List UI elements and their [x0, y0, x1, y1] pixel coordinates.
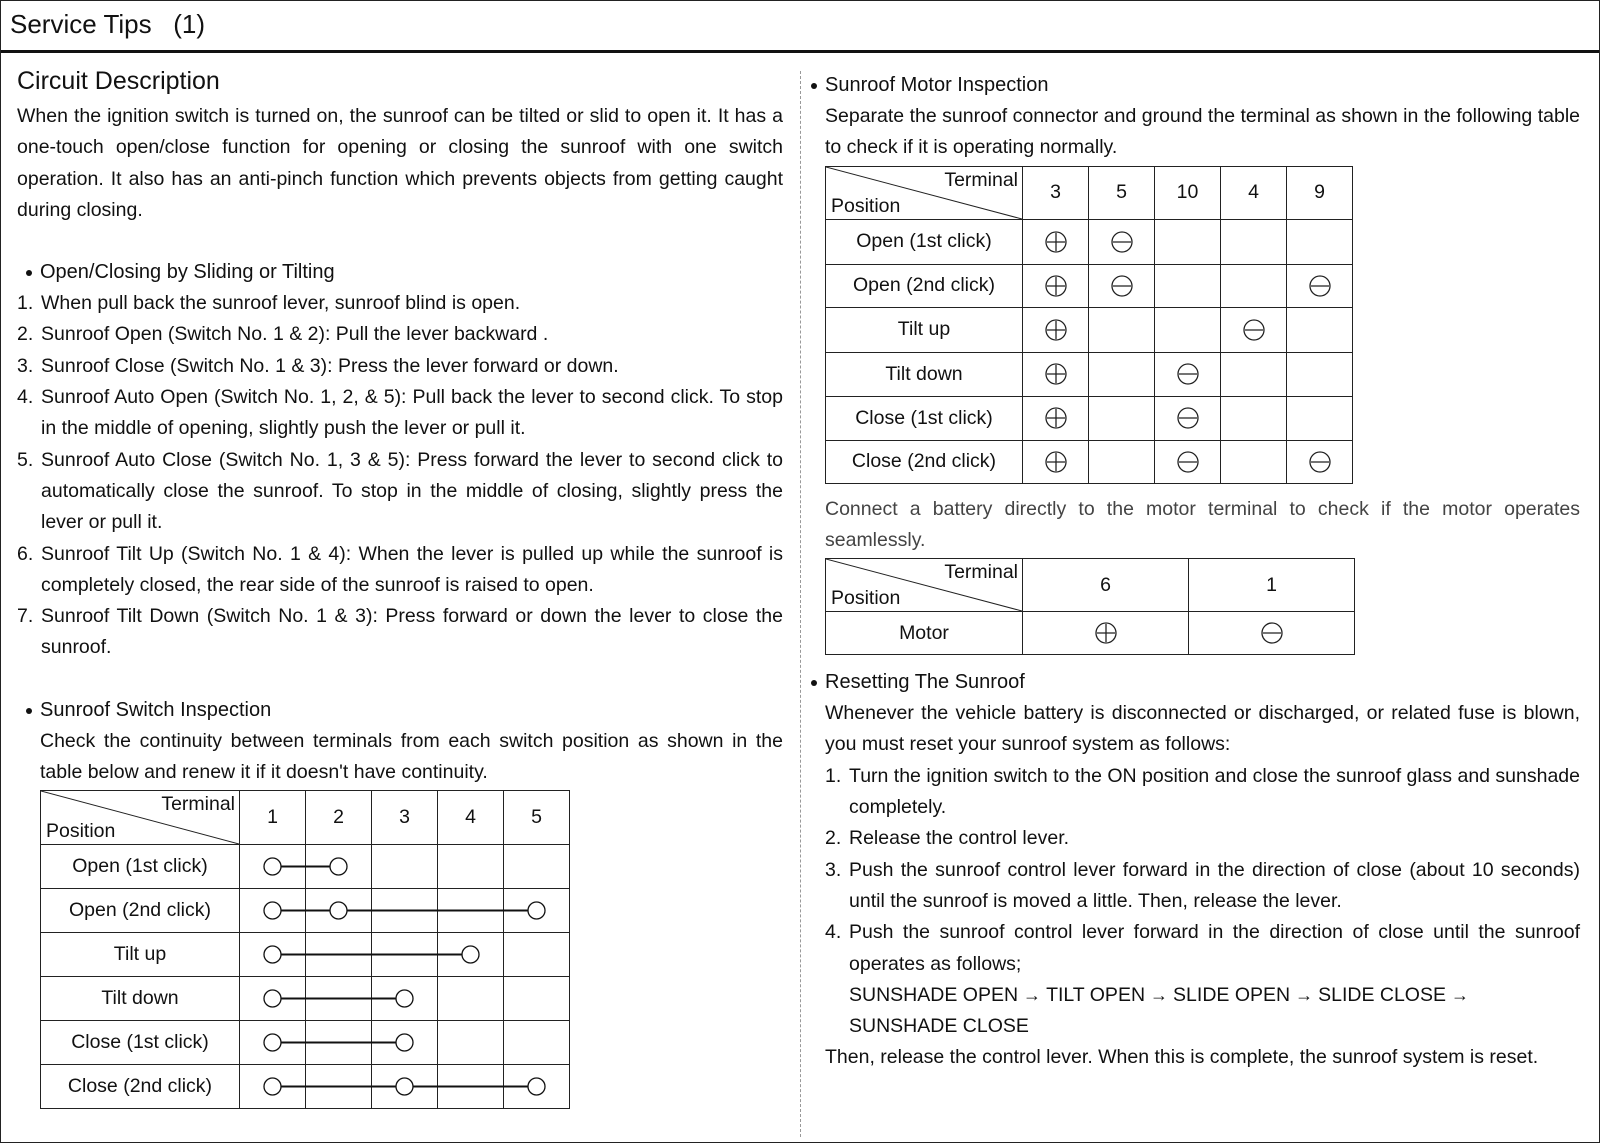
terminal-header: 2: [306, 791, 372, 845]
symbol-cell: [1155, 264, 1221, 307]
symbol-cell: [1089, 307, 1155, 352]
list-item: [825, 855, 1580, 918]
sequence-step: SUNSHADE OPEN: [849, 983, 1019, 1006]
position-cell: Close (2nd click): [41, 1065, 240, 1109]
switch-inspection-title: Sunroof Switch Inspection: [40, 698, 272, 721]
step-text: Sunroof Tilt Down (Switch No. 1 & 3): Press forward or down the lever to close the sunroof.: [41, 605, 783, 659]
step-number: 3.: [17, 354, 34, 377]
page-title: Service Tips (1): [10, 9, 206, 39]
table-row: [826, 352, 1353, 396]
symbol-cell: [1221, 307, 1287, 352]
list-item: [17, 288, 783, 319]
list-item: [825, 823, 1580, 854]
continuity-diagram: [240, 933, 569, 976]
table-header-row: [826, 559, 1355, 612]
sequence-step: SLIDE CLOSE: [1318, 983, 1446, 1006]
step-text: Sunroof Tilt Up (Switch No. 1 & 4): When the lever is pulled up while the sunroof is completely closed, the rear side of the sunroof is raised to open.: [41, 542, 783, 596]
minus-circle-icon: [1176, 406, 1200, 430]
position-cell: Tilt up: [826, 307, 1023, 352]
motor-inspection-text: Separate the sunroof connector and ground the terminal as shown in the following table to check if it is operating normally.: [825, 105, 1580, 159]
step-number: 4.: [17, 386, 34, 409]
continuity-cell: [240, 977, 570, 1021]
motor-inspection-title: Sunroof Motor Inspection: [825, 74, 1049, 96]
reset-text: Whenever the vehicle battery is disconnected or discharged, or related fuse is blown, you must reset your sunroof system as follows:: [825, 702, 1580, 756]
reset-title: Resetting The Sunroof: [825, 671, 1025, 694]
symbol-cell: [1287, 396, 1353, 440]
terminal-node: [396, 1034, 413, 1051]
position-cell: Close (2nd click): [826, 440, 1023, 483]
arrow-right-icon: →: [1145, 984, 1174, 1005]
list-item: [17, 351, 783, 382]
position-label: Position: [831, 194, 901, 217]
symbol-cell: [1155, 440, 1221, 483]
symbol-cell: [1155, 396, 1221, 440]
terminal-header: 9: [1287, 166, 1353, 219]
step-text: Push the sunroof control lever forward in the direction of close (about 10 seconds) until the sunroof is moved a little. Then, release the lever.: [849, 858, 1580, 912]
table-row: [826, 307, 1353, 352]
symbol-cell: [1089, 352, 1155, 396]
minus-circle-icon: [1308, 450, 1332, 474]
step-text: Sunroof Auto Open (Switch No. 1, 2, & 5): Pull back the lever to second click. To stop in the middle of opening, slightly push the lever or pull it.: [41, 386, 783, 440]
step-number: 5.: [17, 448, 34, 471]
terminal-label: Terminal: [944, 561, 1018, 584]
symbol-cell: [1221, 264, 1287, 307]
circuit-description-text: When the ignition switch is turned on, the sunroof can be tilted or slid to open it. It has a one-touch open/close function for opening or closing the sunroof with one switch operation. It also has an anti-pinch function which prevents objects from getting caught during closing.: [17, 105, 783, 221]
position-cell: Tilt down: [826, 352, 1023, 396]
plus-circle-icon: [1044, 406, 1068, 430]
arrow-right-icon: →: [1446, 984, 1470, 1005]
minus-circle-icon: [1110, 230, 1134, 254]
symbol-cell: [1089, 264, 1155, 307]
position-cell: Close (1st click): [826, 396, 1023, 440]
minus-circle-icon: [1110, 274, 1134, 298]
step-text: Release the control lever.: [849, 827, 1070, 850]
symbol-cell: [1023, 440, 1089, 483]
plus-circle-icon: [1044, 230, 1068, 254]
symbol-cell: [1221, 396, 1287, 440]
symbol-cell: [1287, 440, 1353, 483]
arrow-right-icon: →: [1018, 984, 1047, 1005]
battery-check-text: Connect a battery directly to the motor terminal to check if the motor operates seamlessly.: [825, 497, 1580, 551]
continuity-diagram: [240, 845, 569, 888]
list-item: [17, 382, 783, 445]
symbol-cell: [1221, 219, 1287, 264]
list-item: [17, 601, 783, 664]
continuity-cell: [240, 889, 570, 933]
terminal-node: [264, 858, 281, 875]
terminal-node: [528, 902, 545, 919]
terminal-header: 5: [504, 791, 570, 845]
sequence-step: SUNSHADE CLOSE: [849, 1015, 1029, 1038]
switch-inspection-text: Check the continuity between terminals from each switch position as shown in the table below and renew it if it doesn't have continuity.: [40, 729, 783, 784]
plus-circle-icon: [1044, 318, 1068, 342]
step-text: Sunroof Auto Close (Switch No. 1, 3 & 5): Press forward the lever to second click to automatically close the sunroof. To stop in the middle of closing, slightly press the lever or pull it.: [41, 448, 783, 534]
terminal-header: 3: [1023, 166, 1089, 219]
plus-circle-icon: [1044, 362, 1068, 386]
table-row: [41, 845, 570, 889]
continuity-diagram: [240, 1021, 569, 1064]
terminal-node: [462, 946, 479, 963]
symbol-cell: [1221, 440, 1287, 483]
terminal-label: Terminal: [161, 793, 235, 816]
bullet-icon: [26, 270, 32, 276]
step-number: 3.: [825, 858, 842, 881]
terminal-node: [264, 946, 281, 963]
symbol-cell: [1155, 219, 1221, 264]
sequence-step: TILT OPEN: [1046, 983, 1146, 1006]
symbol-cell: [1155, 307, 1221, 352]
motor-inspection-heading: [802, 70, 1580, 101]
column-divider: [800, 71, 801, 1137]
terminal-node: [330, 902, 347, 919]
plus-circle-icon: [1094, 621, 1118, 645]
table-row: [41, 1021, 570, 1065]
position-cell: Open (2nd click): [41, 889, 240, 933]
table-row: [826, 219, 1353, 264]
table-header-row: [41, 791, 570, 845]
table-row: [41, 977, 570, 1021]
table-row: [826, 612, 1355, 655]
sequence-step: SLIDE OPEN: [1173, 983, 1291, 1006]
symbol-cell: [1023, 264, 1089, 307]
table-row: [41, 933, 570, 977]
step-number: 1.: [825, 764, 842, 787]
minus-circle-icon: [1260, 621, 1284, 645]
step-text: Sunroof Open (Switch No. 1 & 2): Pull the lever backward .: [41, 323, 549, 346]
reset-heading: [802, 667, 1580, 698]
bullet-icon: [811, 680, 817, 686]
header-corner-cell: [826, 166, 1023, 219]
right-column: [825, 70, 1580, 1074]
minus-circle-icon: [1176, 362, 1200, 386]
header-corner-cell: [826, 559, 1023, 612]
terminal-node: [330, 858, 347, 875]
step-number: 7.: [17, 605, 34, 628]
reset-steps: [825, 761, 1580, 980]
table-header-row: [826, 166, 1353, 219]
continuity-diagram: [240, 1065, 569, 1108]
table-row: [41, 889, 570, 933]
terminal-header: 5: [1089, 166, 1155, 219]
table-row: [826, 440, 1353, 483]
circuit-description-title: Circuit Description: [17, 67, 220, 95]
step-text: Push the sunroof control lever forward in the direction of close until the sunroof operates as follows;: [849, 921, 1580, 975]
step-number: 6.: [17, 542, 34, 565]
minus-circle-icon: [1176, 450, 1200, 474]
motor-terminal-table: [825, 166, 1353, 484]
position-cell: Tilt down: [41, 977, 240, 1021]
open-closing-heading: [17, 257, 783, 288]
position-cell: Open (2nd click): [826, 264, 1023, 307]
terminal-node: [528, 1078, 545, 1095]
continuity-diagram: [240, 889, 569, 932]
symbol-cell: [1287, 352, 1353, 396]
symbol-cell: [1023, 307, 1089, 352]
symbol-cell: [1287, 219, 1353, 264]
position-cell: Motor: [826, 612, 1023, 655]
table-row: [41, 1065, 570, 1109]
symbol-cell: [1221, 352, 1287, 396]
symbol-cell: [1089, 440, 1155, 483]
minus-circle-icon: [1242, 318, 1266, 342]
battery-terminal-table: [825, 558, 1355, 655]
list-item: [17, 445, 783, 539]
step-number: 2.: [17, 323, 34, 346]
position-cell: Open (1st click): [826, 219, 1023, 264]
list-item: [825, 917, 1580, 980]
reset-final-text: Then, release the control lever. When this is complete, the sunroof system is reset.: [825, 1046, 1539, 1069]
terminal-header: 1: [240, 791, 306, 845]
symbol-cell: [1287, 307, 1353, 352]
step-number: 2.: [825, 827, 842, 850]
symbol-cell: [1023, 612, 1189, 655]
step-text: When pull back the sunroof lever, sunroof blind is open.: [41, 292, 521, 315]
terminal-header: 6: [1023, 559, 1189, 612]
terminal-node: [264, 1078, 281, 1095]
page-header: [1, 1, 1599, 53]
terminal-header: 1: [1189, 559, 1355, 612]
table-row: [826, 264, 1353, 307]
reset-sequence: [825, 980, 1580, 1043]
position-label: Position: [46, 820, 116, 843]
continuity-cell: [240, 845, 570, 889]
terminal-header: 3: [372, 791, 438, 845]
symbol-cell: [1023, 352, 1089, 396]
terminal-label: Terminal: [944, 168, 1018, 191]
bullet-icon: [811, 83, 817, 89]
minus-circle-icon: [1308, 274, 1332, 298]
switch-inspection-heading: [17, 695, 783, 726]
table-row: [826, 396, 1353, 440]
position-cell: Close (1st click): [41, 1021, 240, 1065]
plus-circle-icon: [1044, 274, 1068, 298]
terminal-node: [264, 990, 281, 1007]
terminal-node: [264, 902, 281, 919]
list-item: [17, 539, 783, 602]
open-closing-title: Open/Closing by Sliding or Tilting: [40, 261, 335, 284]
list-item: [825, 761, 1580, 824]
terminal-header: 4: [1221, 166, 1287, 219]
position-cell: Tilt up: [41, 933, 240, 977]
symbol-cell: [1155, 352, 1221, 396]
symbol-cell: [1189, 612, 1355, 655]
terminal-header: 4: [438, 791, 504, 845]
symbol-cell: [1089, 396, 1155, 440]
position-cell: Open (1st click): [41, 845, 240, 889]
terminal-node: [396, 1078, 413, 1095]
plus-circle-icon: [1044, 450, 1068, 474]
terminal-node: [396, 990, 413, 1007]
symbol-cell: [1089, 219, 1155, 264]
switch-continuity-table: [40, 790, 570, 1109]
continuity-cell: [240, 1021, 570, 1065]
step-number: 1.: [17, 292, 34, 315]
step-text: Sunroof Close (Switch No. 1 & 3): Press the lever forward or down.: [41, 354, 619, 377]
symbol-cell: [1023, 396, 1089, 440]
bullet-icon: [26, 708, 32, 714]
symbol-cell: [1023, 219, 1089, 264]
list-item: [17, 319, 783, 350]
terminal-node: [264, 1034, 281, 1051]
terminal-header: 10: [1155, 166, 1221, 219]
symbol-cell: [1287, 264, 1353, 307]
step-number: 4.: [825, 921, 842, 944]
arrow-right-icon: →: [1290, 984, 1319, 1005]
continuity-cell: [240, 1065, 570, 1109]
continuity-cell: [240, 933, 570, 977]
header-corner-cell: [41, 791, 240, 845]
step-text: Turn the ignition switch to the ON position and close the sunroof glass and sunshade completely.: [849, 764, 1580, 819]
open-closing-steps: [17, 288, 783, 664]
continuity-diagram: [240, 977, 569, 1020]
position-label: Position: [831, 587, 901, 610]
left-column: [17, 65, 783, 1109]
